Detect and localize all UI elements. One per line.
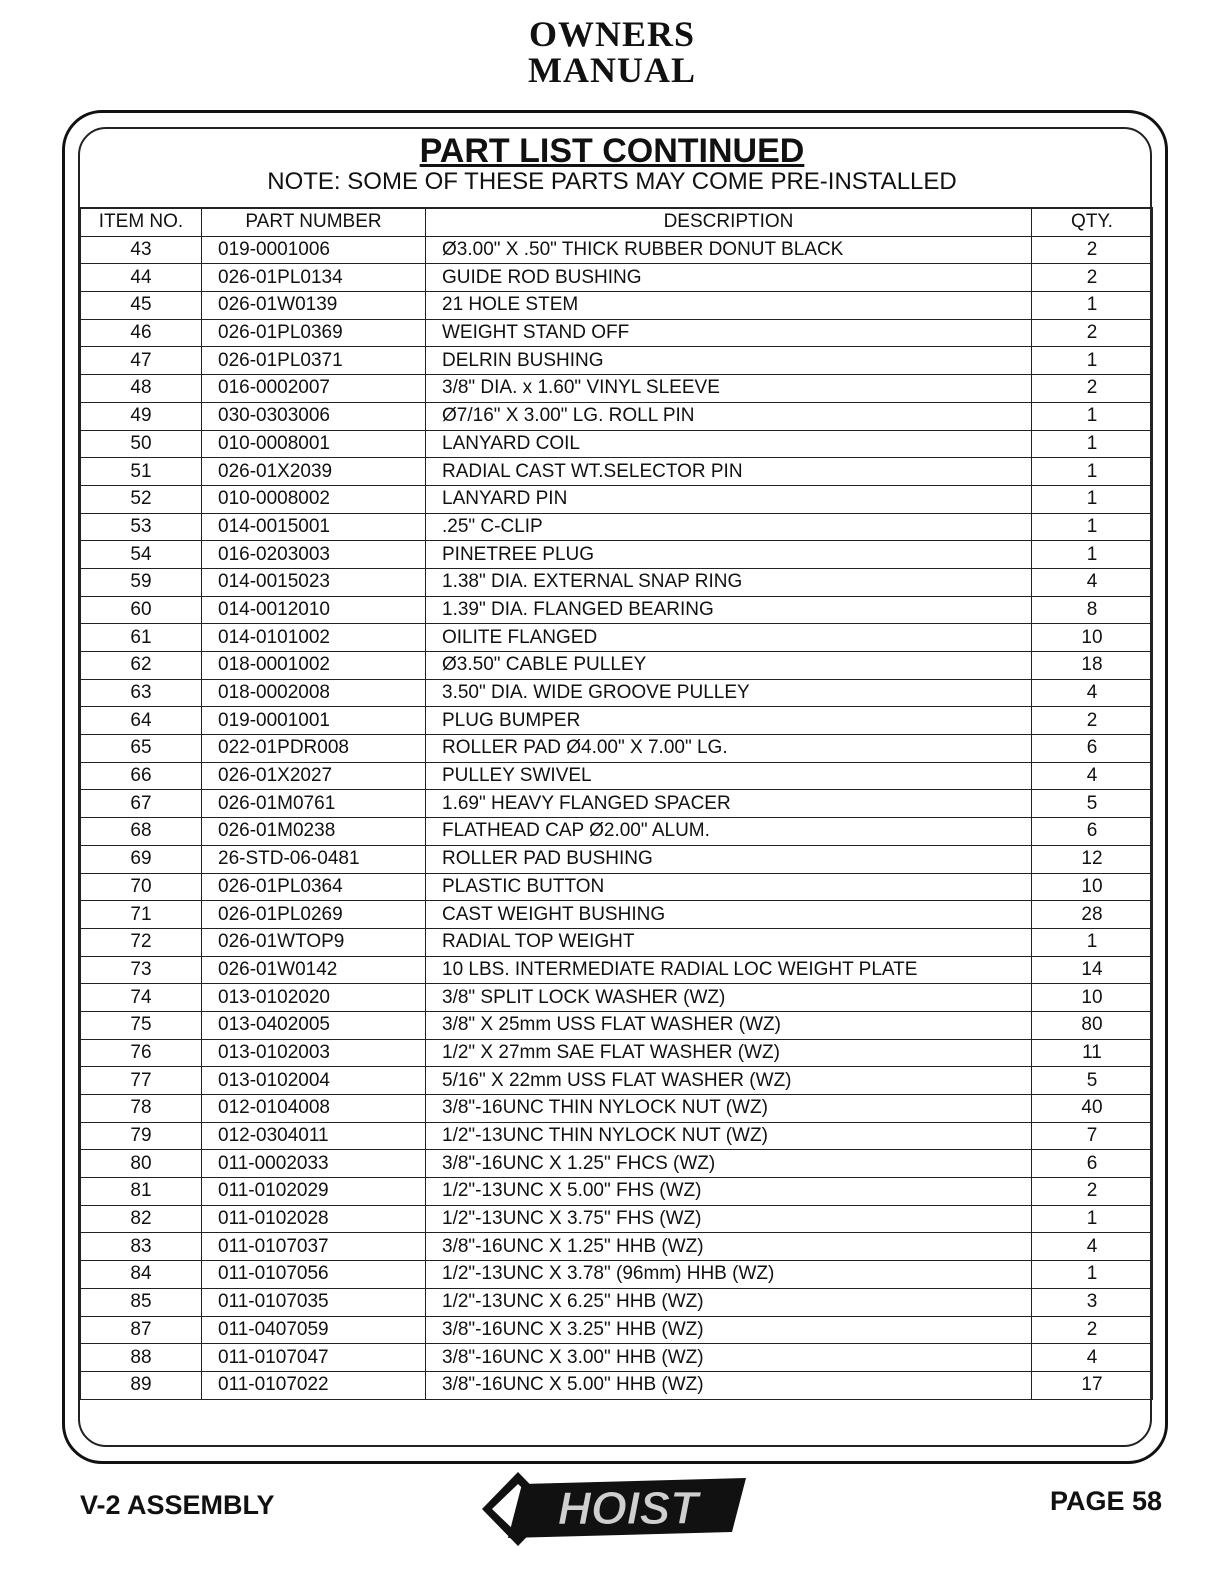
- description-cell: PLUG BUMPER: [426, 707, 1032, 735]
- description-cell: 1.39" DIA. FLANGED BEARING: [426, 596, 1032, 624]
- table-row: [81, 1288, 1153, 1316]
- description-cell: 1/2"-13UNC X 3.78" (96mm) HHB (WZ): [426, 1261, 1032, 1289]
- part-number-cell: 013-0102020: [202, 984, 426, 1012]
- part-number-cell: 030-0303006: [202, 402, 426, 430]
- description-cell: LANYARD COIL: [426, 430, 1032, 458]
- qty-cell: 28: [1032, 901, 1153, 929]
- part-number-cell: 026-01W0139: [202, 292, 426, 320]
- item-no-cell: 44: [81, 264, 202, 292]
- part-number-cell: 011-0102028: [202, 1205, 426, 1233]
- item-no-cell: 76: [81, 1039, 202, 1067]
- item-no-cell: 83: [81, 1233, 202, 1261]
- item-no-cell: 53: [81, 513, 202, 541]
- part-number-cell: 010-0008002: [202, 485, 426, 513]
- description-cell: WEIGHT STAND OFF: [426, 319, 1032, 347]
- part-number-cell: 026-01M0238: [202, 818, 426, 846]
- qty-cell: 10: [1032, 984, 1153, 1012]
- col-description: DESCRIPTION: [426, 208, 1032, 236]
- qty-cell: 40: [1032, 1095, 1153, 1123]
- item-no-cell: 45: [81, 292, 202, 320]
- part-number-cell: 010-0008001: [202, 430, 426, 458]
- col-qty: QTY.: [1032, 208, 1153, 236]
- description-cell: 3/8"-16UNC X 1.25" FHCS (WZ): [426, 1150, 1032, 1178]
- item-no-cell: 51: [81, 458, 202, 486]
- item-no-cell: 81: [81, 1178, 202, 1206]
- item-no-cell: 47: [81, 347, 202, 375]
- part-number-cell: 011-0107037: [202, 1233, 426, 1261]
- table-row: [81, 707, 1153, 735]
- page-title: PART LIST CONTINUED: [419, 132, 805, 170]
- part-number-cell: 022-01PDR008: [202, 735, 426, 763]
- parts-table-body: [81, 236, 1153, 1426]
- qty-cell: 1: [1032, 541, 1153, 569]
- table-row: [81, 1067, 1153, 1095]
- qty-cell: 2: [1032, 236, 1153, 264]
- qty-cell: 4: [1032, 568, 1153, 596]
- qty-cell: 1: [1032, 347, 1153, 375]
- table-row: [81, 541, 1153, 569]
- part-number-cell: 26-STD-06-0481: [202, 845, 426, 873]
- part-number-cell: 011-0107035: [202, 1288, 426, 1316]
- part-number-cell: 026-01PL0369: [202, 319, 426, 347]
- table-row: [81, 430, 1153, 458]
- item-no-cell: 49: [81, 402, 202, 430]
- parts-table: [80, 207, 1153, 1426]
- item-no-cell: 88: [81, 1344, 202, 1372]
- part-number-cell: 016-0002007: [202, 375, 426, 403]
- qty-cell: 14: [1032, 956, 1153, 984]
- empty-cell: [81, 1399, 202, 1426]
- table-row: [81, 624, 1153, 652]
- item-no-cell: 63: [81, 679, 202, 707]
- qty-cell: 1: [1032, 513, 1153, 541]
- manual-header: [0, 16, 1224, 88]
- part-number-cell: 026-01WTOP9: [202, 928, 426, 956]
- col-item-no: ITEM NO.: [81, 208, 202, 236]
- table-row: [81, 1178, 1153, 1206]
- qty-cell: 11: [1032, 1039, 1153, 1067]
- qty-cell: 2: [1032, 375, 1153, 403]
- table-row: [81, 1371, 1153, 1399]
- description-cell: 3.50" DIA. WIDE GROOVE PULLEY: [426, 679, 1032, 707]
- description-cell: FLATHEAD CAP Ø2.00" ALUM.: [426, 818, 1032, 846]
- description-cell: PLASTIC BUTTON: [426, 873, 1032, 901]
- qty-cell: 2: [1032, 707, 1153, 735]
- item-no-cell: 72: [81, 928, 202, 956]
- description-cell: GUIDE ROD BUSHING: [426, 264, 1032, 292]
- part-number-cell: 026-01X2027: [202, 762, 426, 790]
- description-cell: 3/8"-16UNC X 3.25" HHB (WZ): [426, 1316, 1032, 1344]
- part-number-cell: 016-0203003: [202, 541, 426, 569]
- qty-cell: 1: [1032, 1261, 1153, 1289]
- item-no-cell: 74: [81, 984, 202, 1012]
- description-cell: Ø3.00" X .50" THICK RUBBER DONUT BLACK: [426, 236, 1032, 264]
- item-no-cell: 65: [81, 735, 202, 763]
- table-row: [81, 956, 1153, 984]
- qty-cell: 80: [1032, 1011, 1153, 1039]
- item-no-cell: 64: [81, 707, 202, 735]
- item-no-cell: 43: [81, 236, 202, 264]
- table-row-empty: [81, 1399, 1153, 1426]
- part-number-cell: 012-0304011: [202, 1122, 426, 1150]
- table-row: [81, 375, 1153, 403]
- footer-page-number: PAGE 58: [1049, 1486, 1162, 1516]
- description-cell: 10 LBS. INTERMEDIATE RADIAL LOC WEIGHT PLATE: [426, 956, 1032, 984]
- part-number-cell: 014-0015001: [202, 513, 426, 541]
- item-no-cell: 84: [81, 1261, 202, 1289]
- qty-cell: 5: [1032, 1067, 1153, 1095]
- table-row: [81, 928, 1153, 956]
- header-line-1: OWNERS: [528, 14, 696, 54]
- qty-cell: 1: [1032, 485, 1153, 513]
- item-no-cell: 80: [81, 1150, 202, 1178]
- logo-wordmark: HOIST: [557, 1482, 699, 1534]
- description-cell: ROLLER PAD BUSHING: [426, 845, 1032, 873]
- part-number-cell: 018-0001002: [202, 652, 426, 680]
- table-row: [81, 485, 1153, 513]
- part-number-cell: 011-0407059: [202, 1316, 426, 1344]
- description-cell: 3/8"-16UNC X 1.25" HHB (WZ): [426, 1233, 1032, 1261]
- table-row: [81, 679, 1153, 707]
- header-line-2: MANUAL: [528, 50, 696, 90]
- qty-cell: 8: [1032, 596, 1153, 624]
- description-cell: RADIAL TOP WEIGHT: [426, 928, 1032, 956]
- description-cell: DELRIN BUSHING: [426, 347, 1032, 375]
- qty-cell: 7: [1032, 1122, 1153, 1150]
- footer-section-label: V-2 ASSEMBLY: [80, 1490, 275, 1520]
- table-row: [81, 596, 1153, 624]
- part-number-cell: 011-0107047: [202, 1344, 426, 1372]
- description-cell: 3/8" DIA. x 1.60" VINYL SLEEVE: [426, 375, 1032, 403]
- item-no-cell: 59: [81, 568, 202, 596]
- item-no-cell: 68: [81, 818, 202, 846]
- description-cell: 1/2"-13UNC X 5.00" FHS (WZ): [426, 1178, 1032, 1206]
- description-cell: 1/2" X 27mm SAE FLAT WASHER (WZ): [426, 1039, 1032, 1067]
- hoist-logo: [478, 1466, 750, 1552]
- qty-cell: 3: [1032, 1288, 1153, 1316]
- qty-cell: 2: [1032, 319, 1153, 347]
- item-no-cell: 67: [81, 790, 202, 818]
- qty-cell: 2: [1032, 1178, 1153, 1206]
- part-number-cell: 012-0104008: [202, 1095, 426, 1123]
- item-no-cell: 66: [81, 762, 202, 790]
- qty-cell: 6: [1032, 735, 1153, 763]
- table-row: [81, 292, 1153, 320]
- empty-cell: [426, 1399, 1032, 1426]
- item-no-cell: 50: [81, 430, 202, 458]
- table-row: [81, 1150, 1153, 1178]
- table-row: [81, 1205, 1153, 1233]
- item-no-cell: 87: [81, 1316, 202, 1344]
- part-number-cell: 019-0001006: [202, 236, 426, 264]
- description-cell: 3/8"-16UNC THIN NYLOCK NUT (WZ): [426, 1095, 1032, 1123]
- qty-cell: 1: [1032, 1205, 1153, 1233]
- description-cell: 1.38" DIA. EXTERNAL SNAP RING: [426, 568, 1032, 596]
- item-no-cell: 46: [81, 319, 202, 347]
- description-cell: 3/8"-16UNC X 3.00" HHB (WZ): [426, 1344, 1032, 1372]
- table-row: [81, 984, 1153, 1012]
- qty-cell: 4: [1032, 1233, 1153, 1261]
- qty-cell: 4: [1032, 1344, 1153, 1372]
- description-cell: Ø3.50" CABLE PULLEY: [426, 652, 1032, 680]
- part-number-cell: 011-0107056: [202, 1261, 426, 1289]
- qty-cell: 1: [1032, 430, 1153, 458]
- table-row: [81, 790, 1153, 818]
- table-row: [81, 652, 1153, 680]
- page-note: NOTE: SOME OF THESE PARTS MAY COME PRE-INSTALLED: [267, 168, 957, 195]
- qty-cell: 5: [1032, 790, 1153, 818]
- description-cell: OILITE FLANGED: [426, 624, 1032, 652]
- item-no-cell: 85: [81, 1288, 202, 1316]
- table-row: [81, 735, 1153, 763]
- item-no-cell: 48: [81, 375, 202, 403]
- part-number-cell: 011-0107022: [202, 1371, 426, 1399]
- part-number-cell: 014-0015023: [202, 568, 426, 596]
- qty-cell: 12: [1032, 845, 1153, 873]
- item-no-cell: 60: [81, 596, 202, 624]
- part-number-cell: 011-0102029: [202, 1178, 426, 1206]
- description-cell: LANYARD PIN: [426, 485, 1032, 513]
- part-number-cell: 026-01PL0134: [202, 264, 426, 292]
- qty-cell: 1: [1032, 292, 1153, 320]
- empty-cell: [202, 1399, 426, 1426]
- description-cell: CAST WEIGHT BUSHING: [426, 901, 1032, 929]
- table-row: [81, 347, 1153, 375]
- item-no-cell: 61: [81, 624, 202, 652]
- item-no-cell: 77: [81, 1067, 202, 1095]
- table-row: [81, 1095, 1153, 1123]
- part-number-cell: 014-0101002: [202, 624, 426, 652]
- qty-cell: 6: [1032, 818, 1153, 846]
- description-cell: 1/2"-13UNC X 6.25" HHB (WZ): [426, 1288, 1032, 1316]
- table-row: [81, 1039, 1153, 1067]
- part-number-cell: 026-01W0142: [202, 956, 426, 984]
- table-row: [81, 762, 1153, 790]
- qty-cell: 10: [1032, 624, 1153, 652]
- qty-cell: 2: [1032, 264, 1153, 292]
- table-row: [81, 319, 1153, 347]
- description-cell: 3/8" X 25mm USS FLAT WASHER (WZ): [426, 1011, 1032, 1039]
- description-cell: ROLLER PAD Ø4.00" X 7.00" LG.: [426, 735, 1032, 763]
- part-number-cell: 011-0002033: [202, 1150, 426, 1178]
- part-number-cell: 013-0102004: [202, 1067, 426, 1095]
- qty-cell: 17: [1032, 1371, 1153, 1399]
- description-cell: 3/8"-16UNC X 5.00" HHB (WZ): [426, 1371, 1032, 1399]
- table-row: [81, 1316, 1153, 1344]
- description-cell: PINETREE PLUG: [426, 541, 1032, 569]
- description-cell: 5/16" X 22mm USS FLAT WASHER (WZ): [426, 1067, 1032, 1095]
- part-number-cell: 026-01X2039: [202, 458, 426, 486]
- item-no-cell: 70: [81, 873, 202, 901]
- part-number-cell: 018-0002008: [202, 679, 426, 707]
- table-row: [81, 1261, 1153, 1289]
- table-row: [81, 1011, 1153, 1039]
- col-part-number: PART NUMBER: [202, 208, 426, 236]
- item-no-cell: 78: [81, 1095, 202, 1123]
- table-row: [81, 1122, 1153, 1150]
- part-number-cell: 026-01PL0364: [202, 873, 426, 901]
- table-row: [81, 818, 1153, 846]
- description-cell: 1/2"-13UNC X 3.75" FHS (WZ): [426, 1205, 1032, 1233]
- description-cell: 1.69" HEAVY FLANGED SPACER: [426, 790, 1032, 818]
- part-number-cell: 014-0012010: [202, 596, 426, 624]
- table-row: [81, 873, 1153, 901]
- description-cell: .25" C-CLIP: [426, 513, 1032, 541]
- qty-cell: 10: [1032, 873, 1153, 901]
- item-no-cell: 73: [81, 956, 202, 984]
- empty-cell: [1032, 1399, 1153, 1426]
- item-no-cell: 89: [81, 1371, 202, 1399]
- qty-cell: 1: [1032, 458, 1153, 486]
- description-cell: 3/8" SPLIT LOCK WASHER (WZ): [426, 984, 1032, 1012]
- description-cell: 21 HOLE STEM: [426, 292, 1032, 320]
- table-row: [81, 1233, 1153, 1261]
- table-row: [81, 1344, 1153, 1372]
- item-no-cell: 54: [81, 541, 202, 569]
- table-row: [81, 236, 1153, 264]
- part-number-cell: 026-01PL0371: [202, 347, 426, 375]
- part-number-cell: 013-0102003: [202, 1039, 426, 1067]
- table-row: [81, 845, 1153, 873]
- table-row: [81, 568, 1153, 596]
- table-row: [81, 402, 1153, 430]
- description-cell: Ø7/16" X 3.00" LG. ROLL PIN: [426, 402, 1032, 430]
- qty-cell: 1: [1032, 402, 1153, 430]
- table-row: [81, 264, 1153, 292]
- item-no-cell: 75: [81, 1011, 202, 1039]
- qty-cell: 6: [1032, 1150, 1153, 1178]
- part-number-cell: 013-0402005: [202, 1011, 426, 1039]
- qty-cell: 4: [1032, 679, 1153, 707]
- qty-cell: 18: [1032, 652, 1153, 680]
- table-row: [81, 901, 1153, 929]
- qty-cell: 1: [1032, 928, 1153, 956]
- item-no-cell: 79: [81, 1122, 202, 1150]
- table-row: [81, 513, 1153, 541]
- item-no-cell: 62: [81, 652, 202, 680]
- item-no-cell: 71: [81, 901, 202, 929]
- qty-cell: 2: [1032, 1316, 1153, 1344]
- table-header-row: [81, 208, 1153, 236]
- description-cell: 1/2"-13UNC THIN NYLOCK NUT (WZ): [426, 1122, 1032, 1150]
- part-number-cell: 019-0001001: [202, 707, 426, 735]
- item-no-cell: 69: [81, 845, 202, 873]
- part-number-cell: 026-01PL0269: [202, 901, 426, 929]
- item-no-cell: 82: [81, 1205, 202, 1233]
- item-no-cell: 52: [81, 485, 202, 513]
- table-row: [81, 458, 1153, 486]
- description-cell: RADIAL CAST WT.SELECTOR PIN: [426, 458, 1032, 486]
- description-cell: PULLEY SWIVEL: [426, 762, 1032, 790]
- part-number-cell: 026-01M0761: [202, 790, 426, 818]
- qty-cell: 4: [1032, 762, 1153, 790]
